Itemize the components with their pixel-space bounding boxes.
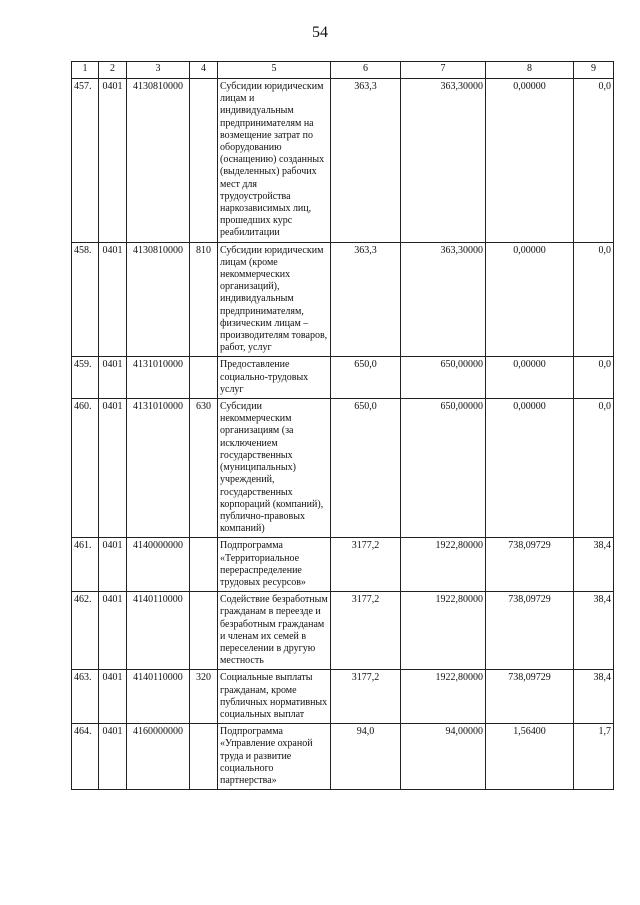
value-col7: 650,00000	[401, 357, 486, 399]
column-header-6: 6	[331, 62, 401, 79]
value-col8: 0,00000	[486, 357, 574, 399]
header-row	[72, 62, 614, 79]
row-number: 457.	[72, 79, 99, 243]
target-code: 4140110000	[127, 592, 190, 670]
column-header-8: 8	[486, 62, 574, 79]
expense-type	[190, 357, 218, 399]
section-code: 0401	[99, 724, 127, 790]
expense-type	[190, 592, 218, 670]
budget-table	[71, 61, 614, 790]
value-col7: 363,30000	[401, 242, 486, 357]
value-col9: 0,0	[574, 399, 614, 538]
value-col8: 738,09729	[486, 538, 574, 592]
section-code: 0401	[99, 670, 127, 724]
expense-type	[190, 724, 218, 790]
table-row	[72, 724, 614, 790]
item-name: Предоставление социально-трудовых услуг	[218, 357, 331, 399]
table-row	[72, 399, 614, 538]
target-code: 4160000000	[127, 724, 190, 790]
value-col7: 650,00000	[401, 399, 486, 538]
expense-type	[190, 79, 218, 243]
page-number: 54	[312, 24, 328, 41]
value-col7: 94,00000	[401, 724, 486, 790]
row-number: 463.	[72, 670, 99, 724]
row-number: 461.	[72, 538, 99, 592]
value-col6: 3177,2	[331, 670, 401, 724]
column-header-2: 2	[99, 62, 127, 79]
table-row	[72, 670, 614, 724]
value-col6: 3177,2	[331, 538, 401, 592]
value-col9: 1,7	[574, 724, 614, 790]
value-col9: 0,0	[574, 357, 614, 399]
row-number: 459.	[72, 357, 99, 399]
value-col6: 650,0	[331, 399, 401, 538]
column-header-3: 3	[127, 62, 190, 79]
column-header-9: 9	[574, 62, 614, 79]
value-col6: 3177,2	[331, 592, 401, 670]
column-header-4: 4	[190, 62, 218, 79]
column-header-7: 7	[401, 62, 486, 79]
target-code: 4130810000	[127, 79, 190, 243]
value-col9: 0,0	[574, 242, 614, 357]
row-number: 464.	[72, 724, 99, 790]
target-code: 4131010000	[127, 399, 190, 538]
item-name: Субсидии юридическим лицам и индивидуальным предпринимателям на возмещение затрат по оборудованию (оснащению) созданных (выделенных) рабочих мест для трудоустройства наркозависимых лиц, прошедших курс реабилитации	[218, 79, 331, 243]
row-number: 462.	[72, 592, 99, 670]
row-number: 458.	[72, 242, 99, 357]
value-col7: 1922,80000	[401, 670, 486, 724]
row-number: 460.	[72, 399, 99, 538]
table-row	[72, 592, 614, 670]
target-code: 4140000000	[127, 538, 190, 592]
item-name: Социальные выплаты гражданам, кроме публичных нормативных социальных выплат	[218, 670, 331, 724]
section-code: 0401	[99, 242, 127, 357]
value-col8: 1,56400	[486, 724, 574, 790]
value-col7: 1922,80000	[401, 538, 486, 592]
target-code: 4130810000	[127, 242, 190, 357]
value-col8: 0,00000	[486, 242, 574, 357]
value-col7: 363,30000	[401, 79, 486, 243]
value-col9: 0,0	[574, 79, 614, 243]
table-row	[72, 242, 614, 357]
column-header-5: 5	[218, 62, 331, 79]
table-row	[72, 79, 614, 243]
value-col8: 738,09729	[486, 592, 574, 670]
value-col8: 738,09729	[486, 670, 574, 724]
item-name: Содействие безработным гражданам в переезде и безработным гражданам и членам их семей в переселении в другую местность	[218, 592, 331, 670]
value-col6: 363,3	[331, 79, 401, 243]
expense-type: 320	[190, 670, 218, 724]
value-col6: 94,0	[331, 724, 401, 790]
target-code: 4140110000	[127, 670, 190, 724]
item-name: Субсидии юридическим лицам (кроме некоммерческих организаций), индивидуальным предпринимателям, физическим лицам – производителям товаров, работ, услуг	[218, 242, 331, 357]
item-name: Субсидии некоммерческим организациям (за исключением государственных (муниципальных) учреждений, государственных корпораций (компаний), публично-правовых компаний)	[218, 399, 331, 538]
section-code: 0401	[99, 357, 127, 399]
column-header-1: 1	[72, 62, 99, 79]
value-col7: 1922,80000	[401, 592, 486, 670]
value-col8: 0,00000	[486, 79, 574, 243]
table-row	[72, 538, 614, 592]
section-code: 0401	[99, 399, 127, 538]
target-code: 4131010000	[127, 357, 190, 399]
value-col9: 38,4	[574, 592, 614, 670]
value-col9: 38,4	[574, 670, 614, 724]
section-code: 0401	[99, 538, 127, 592]
item-name: Подпрограмма «Территориальное перераспределение трудовых ресурсов»	[218, 538, 331, 592]
table-row	[72, 357, 614, 399]
value-col6: 363,3	[331, 242, 401, 357]
section-code: 0401	[99, 79, 127, 243]
section-code: 0401	[99, 592, 127, 670]
expense-type: 630	[190, 399, 218, 538]
value-col9: 38,4	[574, 538, 614, 592]
value-col6: 650,0	[331, 357, 401, 399]
expense-type	[190, 538, 218, 592]
value-col8: 0,00000	[486, 399, 574, 538]
item-name: Подпрограмма «Управление охраной труда и развитие социального партнерства»	[218, 724, 331, 790]
expense-type: 810	[190, 242, 218, 357]
